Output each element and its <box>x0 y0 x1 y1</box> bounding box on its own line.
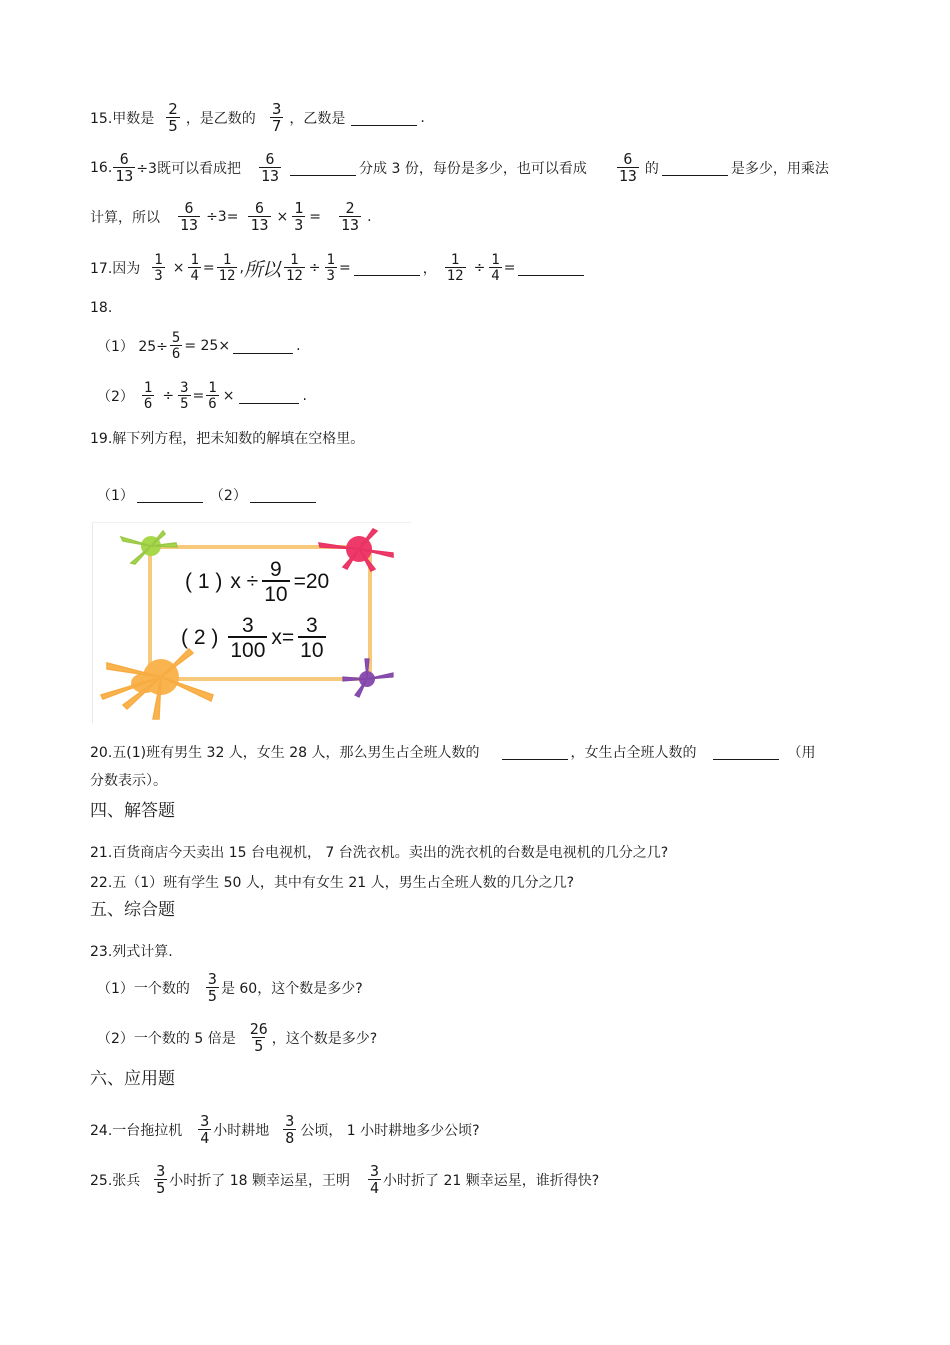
question-24: 24.一台拖拉机 $\frac{3}{4}$ 小时耕地 $\frac{3}{8}$ 公顷， 1 小时耕地多少公顷? <box>90 1112 480 1147</box>
question-25: 25.张兵 $\frac{3}{5}$ 小时折了 18 颗幸运星，王明 $\frac{3}{4}$ 小时折了 21 颗幸运星，谁折得快? <box>90 1162 600 1197</box>
red-splash <box>319 529 393 571</box>
fraction: $\frac{5}{6}$ <box>171 330 181 362</box>
fraction: $\frac{3}{10}$ <box>300 614 324 662</box>
fraction: $\frac{1}{3}$ <box>326 252 335 284</box>
fraction: $\frac{6}{13}$ <box>250 199 269 234</box>
answer-blank[interactable] <box>713 745 779 760</box>
fraction: $\frac{6}{13}$ <box>618 150 637 185</box>
question-17: 17.因为 $\frac{1}{3}$ × $\frac{1}{4}$ = $\frac{1}{12}$ , 所以 $\frac{1}{12}$ ÷ $\frac{1}{3}$ = ， $\frac{1}{12}$ ÷ $\frac{1}{4}$ = <box>90 248 587 288</box>
fraction: $\frac{3}{8}$ <box>285 1112 295 1147</box>
question-23-part-1: （1）一个数的 $\frac{3}{5}$ 是 60，这个数是多少? <box>97 970 363 1005</box>
fraction: $\frac{1}{3}$ <box>294 199 304 234</box>
fraction: $\frac{9}{10}$ <box>264 558 288 606</box>
answer-blank[interactable] <box>351 111 417 126</box>
question-16-line-2: 计算，所以 $\frac{6}{13}$ ÷3= $\frac{6}{13}$ × $\frac{1}{3}$ = $\frac{2}{13}$ . <box>90 199 372 234</box>
fraction: $\frac{3}{100}$ <box>230 614 266 662</box>
answer-blank[interactable] <box>239 389 299 404</box>
fraction: $\frac{1}{12}$ <box>285 252 303 284</box>
answer-blank[interactable] <box>662 161 728 176</box>
fraction: $\frac{1}{12}$ <box>446 252 464 284</box>
answer-blank[interactable] <box>354 261 420 276</box>
fraction: $\frac{3}{5}$ <box>180 380 189 412</box>
answer-blank[interactable] <box>518 261 584 276</box>
answer-blank[interactable] <box>290 161 356 176</box>
fraction: $\frac{3}{4}$ <box>200 1112 210 1147</box>
fraction: $\frac{2}{13}$ <box>341 199 360 234</box>
question-23-part-2: （2）一个数的 5 倍是 $\frac{26}{5}$ ，这个数是多少? <box>97 1020 378 1055</box>
answer-blank[interactable] <box>233 339 293 354</box>
fraction: $\frac{2}{5}$ <box>168 100 178 135</box>
question-15: 15.甲数是 $\frac{2}{5}$ ，是乙数的 $\frac{3}{7}$ ，乙数是 . <box>90 100 425 135</box>
answer-blank[interactable] <box>137 488 203 503</box>
fraction: $\frac{6}{13}$ <box>115 150 134 185</box>
question-18-part-2: （2） $\frac{1}{6}$ ÷ $\frac{3}{5}$ = $\frac{1}{6}$ × . <box>97 380 307 412</box>
fraction: $\frac{3}{7}$ <box>271 100 282 135</box>
fraction: $\frac{1}{3}$ <box>154 252 163 284</box>
fraction: $\frac{6}{13}$ <box>260 150 280 185</box>
purple-splash <box>343 659 393 697</box>
fraction: $\frac{1}{4}$ <box>190 252 199 284</box>
question-19-blanks: （1） （2） <box>97 475 319 515</box>
equation-1: ( 1 ) x ÷ $\frac{9}{10}$ =20 <box>185 558 330 606</box>
fraction: $\frac{1}{12}$ <box>218 252 236 284</box>
fraction: $\frac{26}{5}$ <box>249 1020 268 1055</box>
question-18-label: 18. <box>90 300 113 316</box>
section-heading: 六、应用题 <box>90 1069 175 1089</box>
fraction: $\frac{1}{6}$ <box>143 380 153 412</box>
equation-2: ( 2 ) $\frac{3}{100}$ x= $\frac{3}{10}$ <box>181 614 324 662</box>
fraction: $\frac{3}{4}$ <box>370 1162 380 1197</box>
question-21: 21.百货商店今天卖出 15 台电视机， 7 台洗衣机。卖出的洗衣机的台数是电视机的几分之几? <box>90 845 669 861</box>
question-22: 22.五（1）班有学生 50 人，其中有女生 21 人，男生占全班人数的几分之几? <box>90 875 575 891</box>
question-18-part-1: （1） 25÷ $\frac{5}{6}$ = 25× . <box>97 330 301 362</box>
fraction: $\frac{6}{13}$ <box>180 199 199 234</box>
answer-blank[interactable] <box>502 745 568 760</box>
question-20-line-2: 分数表示）。 <box>90 773 167 789</box>
fraction: $\frac{1}{6}$ <box>208 380 217 412</box>
section-heading: 四、解答题 <box>90 801 175 821</box>
equation-figure <box>92 522 411 723</box>
fraction: $\frac{3}{5}$ <box>156 1162 166 1197</box>
question-16: 16. $\frac{6}{13}$ ÷3既可以看成把 $\frac{6}{13}$ 分成 3 份，每份是多少，也可以看成 $\frac{6}{13}$ 的 是多少，用乘法 <box>90 150 829 185</box>
section-heading: 五、综合题 <box>90 900 175 920</box>
question-19: 19.解下列方程，把未知数的解填在空格里。 <box>90 431 365 447</box>
question-23: 23.列式计算. <box>90 944 173 960</box>
fraction: $\frac{3}{5}$ <box>207 970 217 1005</box>
question-20: 20.五(1)班有男生 32 人，女生 28 人，那么男生占全班人数的 ，女生占全班人数的 （用 <box>90 745 816 761</box>
answer-blank[interactable] <box>250 488 316 503</box>
fraction: $\frac{1}{4}$ <box>491 252 500 284</box>
